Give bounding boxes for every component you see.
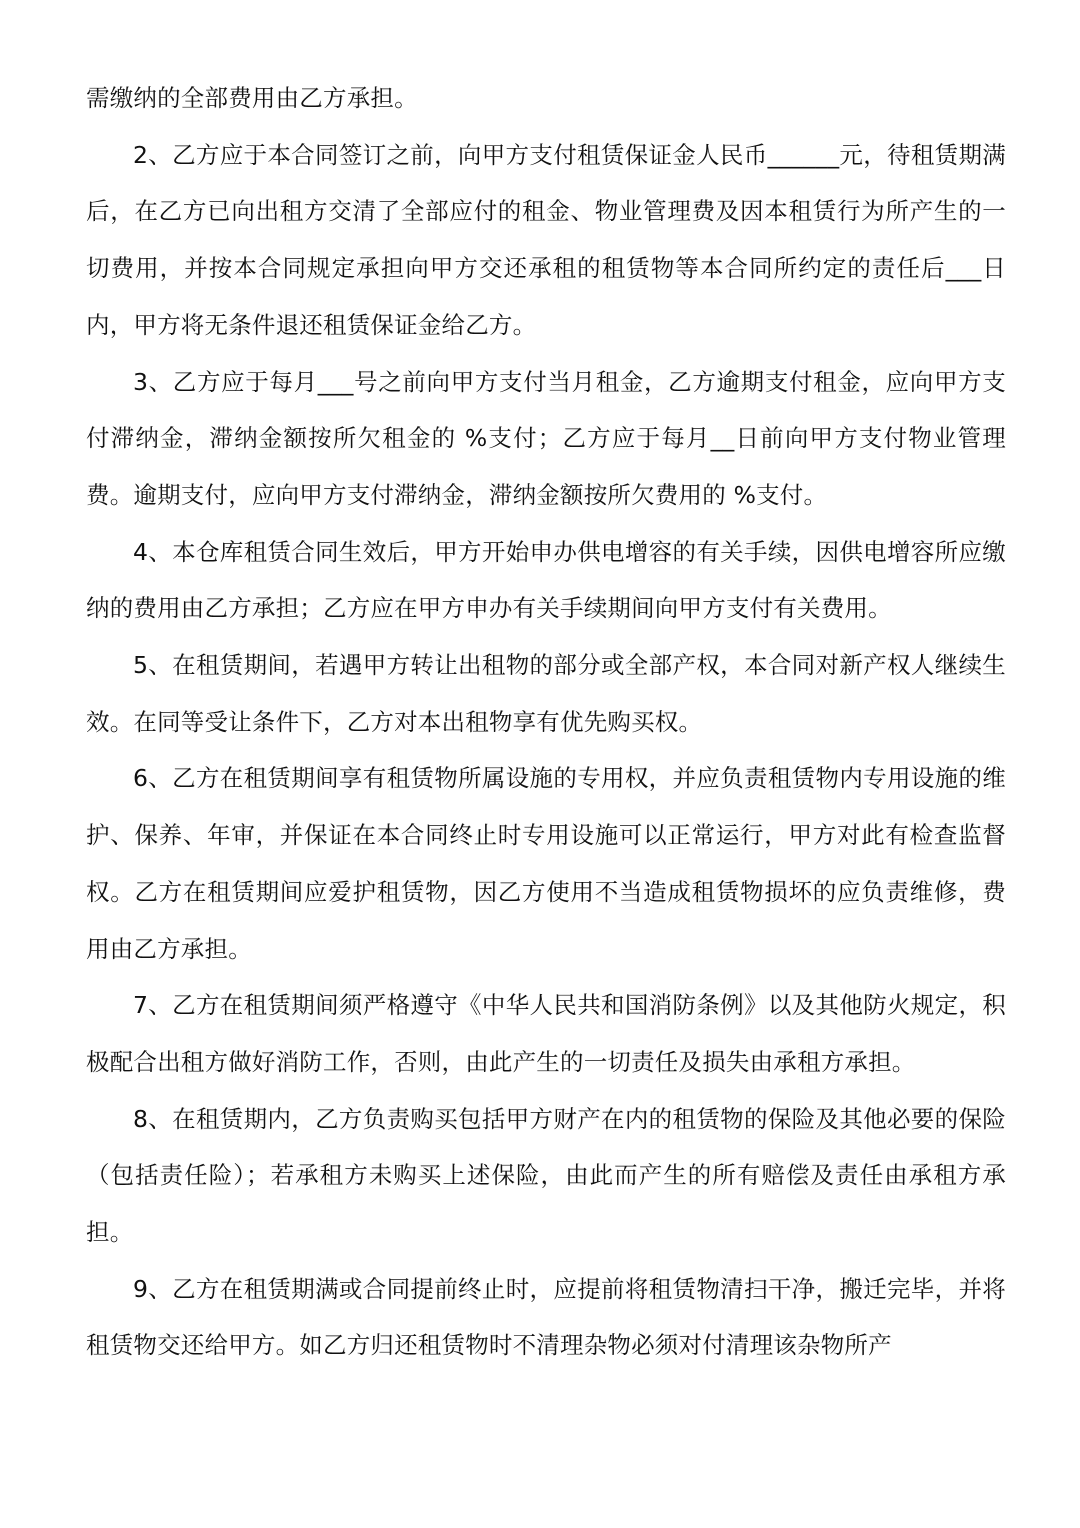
- document-page: [86, 70, 1006, 1374]
- clause-3-paragraph: 3、乙方应于每月___号之前向甲方支付当月租金，乙方逾期支付租金，应向甲方支付滞纳金，滞纳金额按所欠租金的 %支付；乙方应于每月__日前向甲方支付物业管理费。逾期支付，应向甲方支付滞纳金，滞纳金额按所欠费用的 %支付。: [86, 367, 1006, 509]
- clause-5-paragraph: 5、在租赁期间，若遇甲方转让出租物的部分或全部产权，本合同对新产权人继续生效。在同等受让条件下，乙方对本出租物享有优先购买权。: [86, 651, 1006, 736]
- clause-6-paragraph: 6、乙方在租赁期间享有租赁物所属设施的专用权，并应负责租赁物内专用设施的维护、保养、年审，并保证在本合同终止时专用设施可以正常运行，甲方对此有检查监督权。乙方在租赁期间应爱护租赁物，因乙方使用不当造成租赁物损坏的应负责维修，费用由乙方承担。: [86, 764, 1006, 963]
- clause-7-paragraph: 7、乙方在租赁期间须严格遵守《中华人民共和国消防条例》以及其他防火规定，积极配合出租方做好消防工作，否则，由此产生的一切责任及损失由承租方承担。: [86, 991, 1006, 1076]
- clause-4-paragraph: 4、本仓库租赁合同生效后，甲方开始申办供电增容的有关手续，因供电增容所应缴纳的费用由乙方承担；乙方应在甲方申办有关手续期间向甲方支付有关费用。: [86, 537, 1006, 623]
- clause-2-paragraph: 2、乙方应于本合同签订之前，向甲方支付租赁保证金人民币______元，待租赁期满后，在乙方已向出租方交清了全部应付的租金、物业管理费及因本租赁行为所产生的一切费用，并按本合同规定承担向甲方交还承租的租赁物等本合同所约定的责任后___日内，甲方将无条件退还租赁保证金给乙方。: [86, 140, 1006, 339]
- clause-8-paragraph: 8、在租赁期内，乙方负责购买包括甲方财产在内的租赁物的保险及其他必要的保险（包括责任险）；若承租方未购买上述保险，由此而产生的所有赔偿及责任由承租方承担。: [86, 1104, 1006, 1247]
- clause-9-paragraph: 9、乙方在租赁期满或合同提前终止时，应提前将租赁物清扫干净，搬迁完毕，并将租赁物交还给甲方。如乙方归还租赁物时不清理杂物必须对付清理该杂物所产: [86, 1274, 1006, 1360]
- paragraph-continuation: 需缴纳的全部费用由乙方承担。: [86, 84, 418, 112]
